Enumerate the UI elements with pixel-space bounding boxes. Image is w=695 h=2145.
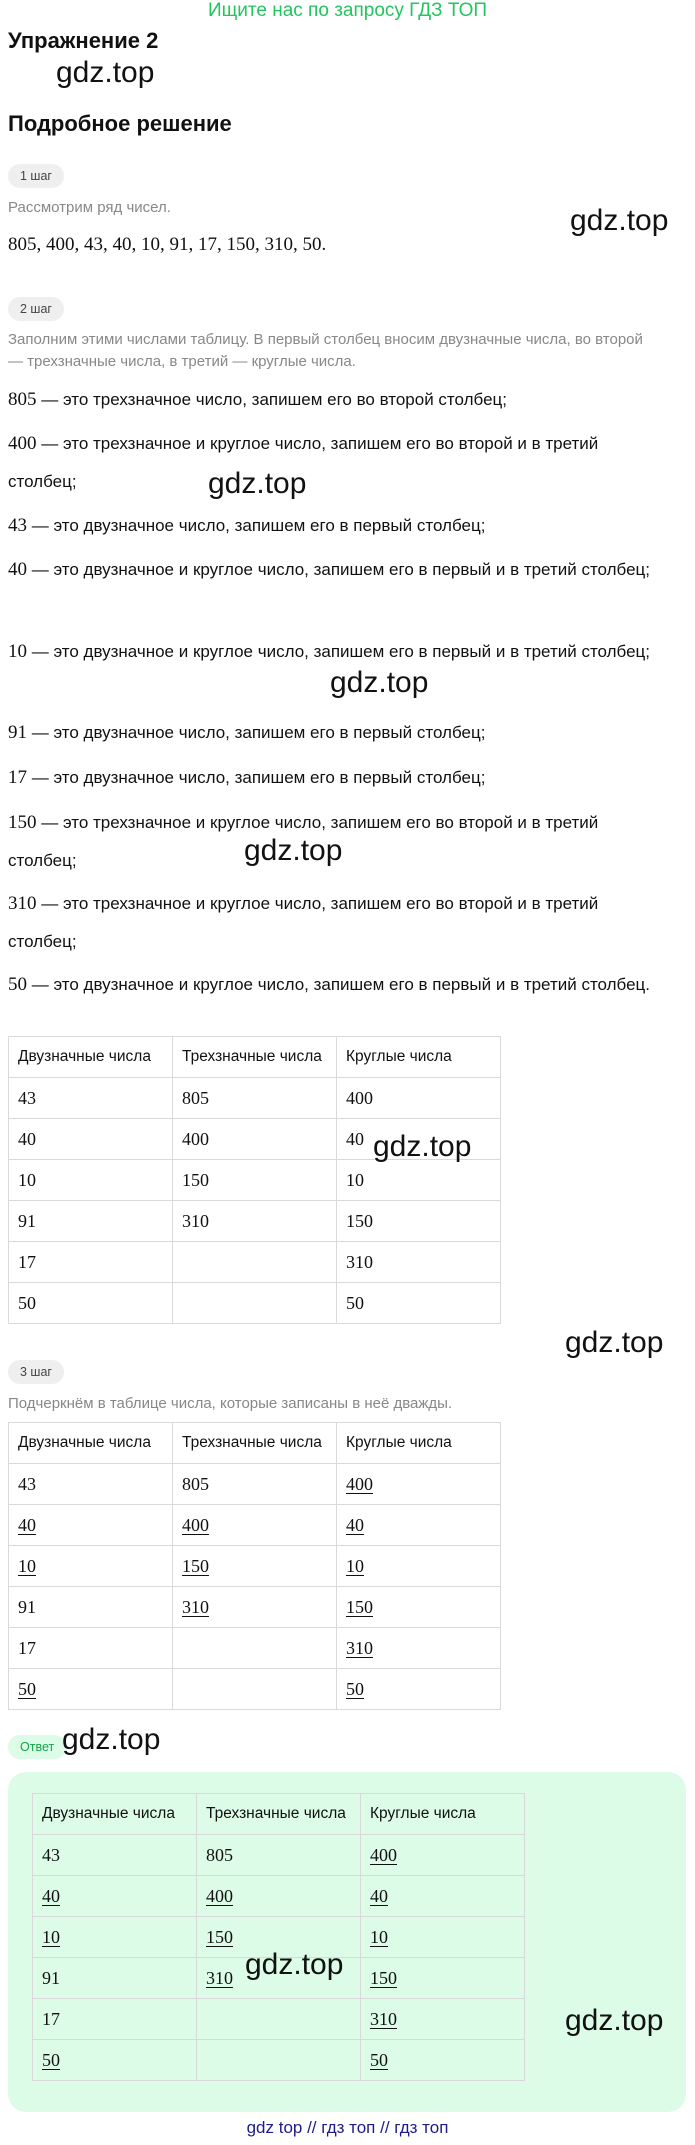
table-row [33, 1999, 525, 2040]
table-row [9, 1628, 501, 1669]
column-header: Круглые числа [361, 1794, 525, 1835]
table-cell: 310 [337, 1628, 501, 1669]
column-header: Трехзначные числа [173, 1037, 337, 1078]
step-2-line: 43 — это двузначное число, запишем его в первый столбец; [8, 515, 486, 536]
table-cell: 91 [9, 1587, 173, 1628]
step-2-line: 10 — это двузначное и круглое число, запишем его в первый и в третий столбец; [8, 641, 651, 662]
table-cell: 150 [337, 1201, 501, 1242]
table-cell: 805 [197, 1835, 361, 1876]
table-row [9, 1201, 501, 1242]
table-cell: 40 [33, 1876, 197, 1917]
column-header: Круглые числа [337, 1037, 501, 1078]
table-cell: 50 [9, 1669, 173, 1710]
step-2-text: Заполним этими числами таблицу. В первый столбец вносим двузначные числа, во второй — трехзначные числа, в третий — круглые числа. [8, 331, 643, 370]
table-row [9, 1669, 501, 1710]
table-cell: 10 [9, 1546, 173, 1587]
table-cell: 310 [337, 1242, 501, 1283]
table-cell: 400 [173, 1505, 337, 1546]
step-1-badge: 1 шаг [8, 164, 64, 188]
step-2-line: 310 — это трехзначное и круглое число, запишем его во второй и в третий столбец; [8, 893, 599, 951]
table-cell: 91 [33, 1958, 197, 1999]
watermark: gdz.top [330, 666, 429, 699]
table-cell: 10 [337, 1160, 501, 1201]
table-step-2 [8, 1036, 501, 1324]
step-2-line: 400 — это трехзначное и круглое число, запишем его во второй и в третий столбец; [8, 433, 599, 491]
table-cell: 40 [337, 1505, 501, 1546]
table-cell: 10 [33, 1917, 197, 1958]
watermark: gdz.top [570, 204, 669, 237]
table-row [9, 1242, 501, 1283]
table-cell [197, 1999, 361, 2040]
table-cell: 400 [197, 1876, 361, 1917]
table-cell: 40 [361, 1876, 525, 1917]
watermark: gdz.top [245, 1948, 344, 1981]
table-cell: 400 [337, 1464, 501, 1505]
table-answer [32, 1793, 525, 2081]
table-cell: 50 [337, 1669, 501, 1710]
table-cell: 50 [337, 1283, 501, 1324]
step-2-line: 91 — это двузначное число, запишем его в первый столбец; [8, 722, 486, 743]
table-cell: 50 [33, 2040, 197, 2081]
table-cell: 400 [173, 1119, 337, 1160]
table-cell [173, 1669, 337, 1710]
table-cell: 150 [337, 1587, 501, 1628]
table-row [9, 1505, 501, 1546]
step-2-line: 17 — это двузначное число, запишем его в первый столбец; [8, 767, 486, 788]
column-header: Двузначные числа [9, 1037, 173, 1078]
table-cell: 50 [361, 2040, 525, 2081]
table-cell: 310 [197, 1958, 361, 1999]
table-cell: 150 [361, 1958, 525, 1999]
table-cell: 17 [33, 1999, 197, 2040]
table-row [33, 1835, 525, 1876]
column-header: Круглые числа [337, 1423, 501, 1464]
table-row [9, 1283, 501, 1324]
table-cell: 17 [9, 1628, 173, 1669]
table-cell: 10 [361, 1917, 525, 1958]
table-cell: 310 [173, 1587, 337, 1628]
table-cell: 310 [173, 1201, 337, 1242]
table-cell: 10 [337, 1546, 501, 1587]
table-cell: 310 [361, 1999, 525, 2040]
step-2-line: 40 — это двузначное и круглое число, запишем его в первый и в третий столбец; [8, 559, 651, 580]
step-2-line: 805 — это трехзначное число, запишем его во второй столбец; [8, 389, 507, 410]
table-cell [173, 1283, 337, 1324]
watermark: gdz.top [56, 56, 155, 89]
table-cell: 40 [9, 1505, 173, 1546]
watermark: gdz.top [62, 1723, 161, 1756]
step-2-line: 50 — это двузначное и круглое число, запишем его в первый и в третий столбец. [8, 974, 651, 995]
step-2-badge: 2 шаг [8, 297, 64, 321]
table-cell: 40 [9, 1119, 173, 1160]
table-cell: 805 [173, 1464, 337, 1505]
step-3-text: Подчеркнём в таблице числа, которые записаны в неё дважды. [8, 1395, 453, 1412]
table-cell: 17 [9, 1242, 173, 1283]
watermark: gdz.top [373, 1130, 472, 1163]
step-2-line: 150 — это трехзначное и круглое число, запишем его во второй и в третий столбец; [8, 812, 599, 870]
table-cell: 805 [173, 1078, 337, 1119]
watermark: gdz.top [208, 467, 307, 500]
table-cell: 40 [337, 1119, 501, 1160]
table-row [33, 1876, 525, 1917]
step-3-badge: 3 шаг [8, 1360, 64, 1384]
table-cell: 150 [173, 1160, 337, 1201]
answer-badge: Ответ [8, 1735, 66, 1759]
table-row [9, 1160, 501, 1201]
table-row [33, 2040, 525, 2081]
footer-links[interactable]: gdz top // гдз топ // гдз топ [246, 2118, 449, 2137]
table-step-3 [8, 1422, 501, 1710]
watermark: gdz.top [565, 2004, 664, 2037]
column-header: Трехзначные числа [173, 1423, 337, 1464]
search-banner[interactable]: Ищите нас по запросу ГДЗ ТОП [207, 0, 488, 21]
number-series: 805, 400, 43, 40, 10, 91, 17, 150, 310, 50. [8, 234, 327, 255]
solution-heading: Подробное решение [8, 111, 232, 136]
table-row [9, 1546, 501, 1587]
table-cell: 150 [197, 1917, 361, 1958]
watermark: gdz.top [565, 1326, 664, 1359]
watermark: gdz.top [244, 834, 343, 867]
column-header: Двузначные числа [9, 1423, 173, 1464]
table-row [9, 1587, 501, 1628]
table-cell: 10 [9, 1160, 173, 1201]
table-cell: 150 [173, 1546, 337, 1587]
table-cell: 50 [9, 1283, 173, 1324]
table-cell: 43 [33, 1835, 197, 1876]
table-cell [197, 2040, 361, 2081]
table-cell: 400 [361, 1835, 525, 1876]
column-header: Двузначные числа [33, 1794, 197, 1835]
column-header: Трехзначные числа [197, 1794, 361, 1835]
table-cell: 43 [9, 1464, 173, 1505]
exercise-title: Упражнение 2 [8, 28, 159, 53]
table-cell: 91 [9, 1201, 173, 1242]
table-row [9, 1464, 501, 1505]
step-1-text: Рассмотрим ряд чисел. [8, 199, 171, 216]
table-cell [173, 1242, 337, 1283]
table-row [9, 1078, 501, 1119]
table-cell: 43 [9, 1078, 173, 1119]
table-cell: 400 [337, 1078, 501, 1119]
table-cell [173, 1628, 337, 1669]
